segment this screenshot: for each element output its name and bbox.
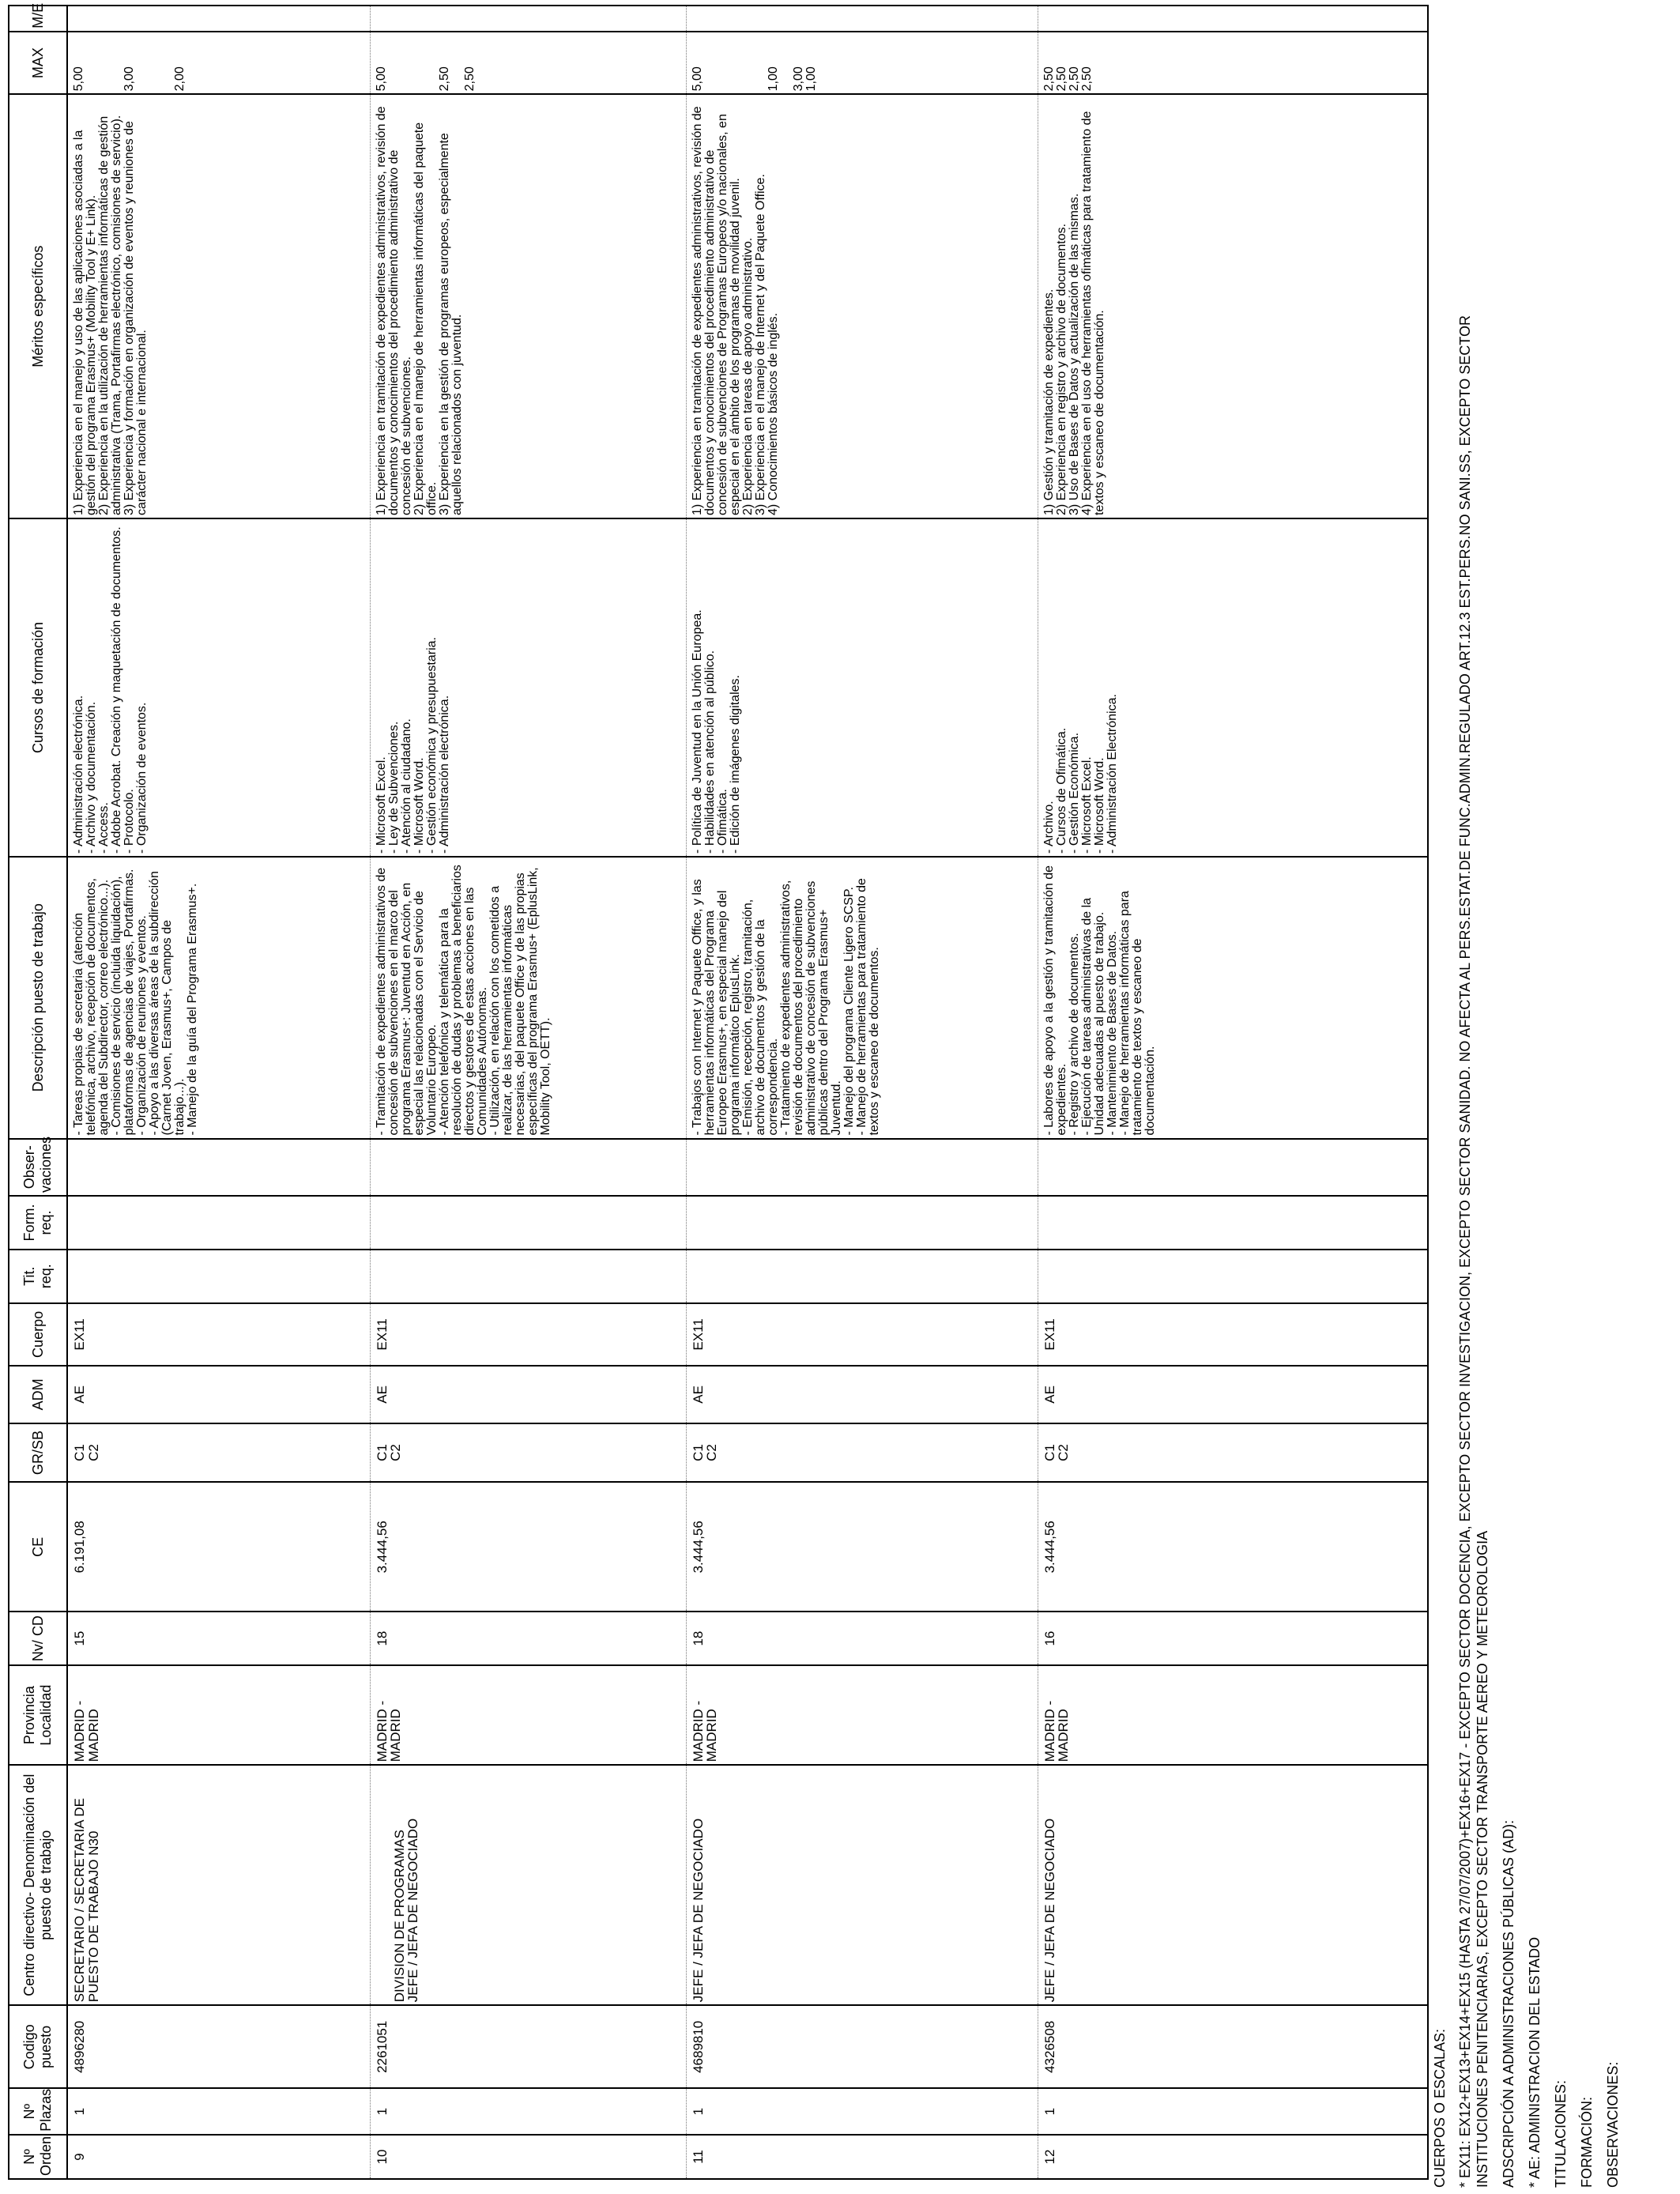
me-cell	[1038, 6, 1428, 32]
observaciones-cell	[686, 1139, 1038, 1196]
cuerpo-cell: EX11	[67, 1303, 370, 1367]
header-adm: ADM	[9, 1366, 67, 1423]
cursos-cell: - Política de Juventud en la Unión Europea. - Habilidades en atención al público. - Ofimática. - Edición de imágenes digitales.	[686, 518, 1038, 857]
max-cell: 5,00 3,00 2,00	[67, 32, 370, 95]
provincia-cell: MADRID - MADRID	[1038, 1665, 1428, 1765]
max-cell: 5,00 2,50 2,50	[370, 32, 686, 95]
titulacion-cell	[370, 1250, 686, 1303]
cuerpos-title: CUERPOS O ESCALAS:	[1432, 2028, 1448, 2188]
centro-text: SECRETARIO / SECRETARIA DE PUESTO DE TRABAJO N30	[72, 1798, 101, 2003]
cuerpos-line-1: * EX11: EX12+EX13+EX14+EX15 (HASTA 27/07/2007)+EX16+EX17 - EXCEPTO SECTOR DOCENCIA, EXCEPTO SECTOR INVESTIGACION, EXCEPTO SECTOR SANIDAD. NO AFECTA AL PERS.ESTAT.DE FUNC.ADMIN.REGULADO ART.12.3 EST.PERS.NO SANI.SS, EXCEPTO SECTOR	[1456, 315, 1473, 2188]
titulacion-cell	[1038, 1250, 1428, 1303]
header-provincia: Provincia Localidad	[9, 1665, 67, 1765]
ce-cell: 3.444,56	[686, 1482, 1038, 1612]
centro-cell	[1038, 1765, 1428, 2005]
header-max: MAX	[9, 32, 67, 95]
adscripcion-title: ADSCRIPCIÓN A ADMINISTRACIONES PÚBLICAS (AD):	[1500, 1819, 1516, 2188]
titulacion-cell	[67, 1250, 370, 1303]
grupo-cell: C1 C2	[686, 1423, 1038, 1483]
nivel-cell: 18	[686, 1612, 1038, 1665]
plazas-cell: 1	[1038, 2088, 1428, 2134]
cursos-cell: - Microsoft Excel. - Ley de Subvenciones. - Atención al ciudadano. - Microsoft Word. - Gestión económica y presupuestaria. - Administración electrónica.	[370, 518, 686, 857]
header-grupo: GR/SB	[9, 1423, 67, 1483]
meritos-cell: 1) Experiencia en tramitación de expedientes administrativos, revisión de documentos y conocimientos del procedimiento administrativo de concesión de subvenciones. 2) Experiencia en el manejo de herramientas informáticas del paquete office. 3) Experiencia en la gestión de programas europeos, especialmente aquellos relacionados con juventud.	[370, 94, 686, 518]
meritos-cell: 1) Experiencia en el manejo y uso de las aplicaciones asociadas a la gestión del programa Erasmus+ (Mobility Tool y E+ Link). 2) Experiencia en la utilización de herramientas informáticas de gestión administrativa (Trama, Portafirmas electrónico, comisiones de servicio). 3) Experiencia y formación en organización de eventos y reuniones de carácter nacional e internacional.	[67, 94, 370, 518]
nivel-cell: 16	[1038, 1612, 1428, 1665]
provincia-cell: MADRID - MADRID	[67, 1665, 370, 1765]
me-cell	[686, 6, 1038, 32]
nivel-cell: 18	[370, 1612, 686, 1665]
observaciones-cell	[1038, 1139, 1428, 1196]
centro-cell	[686, 1765, 1038, 2005]
titulaciones-label: TITULACIONES:	[1552, 2079, 1569, 2188]
adscripcion-value: * AE: ADMINISTRACION DEL ESTADO	[1526, 1936, 1543, 2188]
cuerpo-cell: EX11	[1038, 1303, 1428, 1367]
titulacion-cell	[686, 1250, 1038, 1303]
header-codigo: Codigo puesto	[9, 2005, 67, 2088]
header-meritos: Méritos específicos	[9, 94, 67, 518]
meritos-cell: 1) Experiencia en tramitación de expedientes administrativos, revisión de documentos y conocimientos del procedimiento administrativo de concesión de subvenciones de Programas Europeos y/o nacionales, en especial en el ámbito de los programas de movilidad juvenil. 2) Experiencia en tareas de apoyo administrativo. 3) Experiencia en el manejo de Internet y del Paquete Office. 4) Conocimientos básicos de inglés.	[686, 94, 1038, 518]
grupo-cell: C1 C2	[67, 1423, 370, 1483]
plazas-cell: 1	[67, 2088, 370, 2134]
cursos-cell: - Administración electrónica. - Archivo y documentación. - Access. - Adobe Acrobat. Creación y maquetación de documentos. - Protocolo. - Organización de eventos.	[67, 518, 370, 857]
cuerpos-line-2: INSTITUCIONES PENITENCIARIAS, EXCEPTO SECTOR TRANSPORTE AEREO Y METEOROLOGIA	[1474, 1530, 1490, 2188]
observaciones-cell	[370, 1139, 686, 1196]
meritos-cell: 1) Gestión y tramitación de expedientes. 2) Experiencia en registro y archivo de documentos. 3) Uso de Bases de Datos y actualización de las mismas. 4) Experiencia en el uso de herramientas ofimáticas para tratamiento de textos y escaneo de documentación.	[1038, 94, 1428, 518]
grupo-cell: C1 C2	[370, 1423, 686, 1483]
adm-cell: AE	[370, 1366, 686, 1423]
header-nivel: Nv/ CD	[9, 1612, 67, 1665]
formacion-label: FORMACIÓN:	[1578, 2097, 1595, 2188]
cuerpo-cell: EX11	[370, 1303, 686, 1367]
codigo-cell: 4689810	[686, 2005, 1038, 2088]
me-cell	[370, 6, 686, 32]
header-observaciones: Obser- vaciones	[9, 1139, 67, 1196]
header-ce: CE	[9, 1482, 67, 1612]
descripcion-cell: - Labores de apoyo a la gestión y tramitación de expedientes. - Registro y archivo de documentos. - Ejecución de tareas administrativas de la Unidad adecuadas al puesto de trabajo. - Mantenimiento de Bases de Datos. - Manejo de herramientas informáticas para tratamiento de textos y escaneo de documentación.	[1038, 857, 1428, 1139]
centro-text: JEFE / JEFA DE NEGOCIADO	[405, 1818, 421, 2003]
formacion-cell	[1038, 1196, 1428, 1250]
descripcion-cell: - Trabajos con Internet y Paquete Office, y las herramientas informáticas del Programa Europeo Erasmus+, en especial manejo del programa informático EplusLink. - Emisión, recepción, registro, tramitación, archivo de documentos y gestión de la correspondencia. - Tratamiento de expedientes administrativos, revisión de documentos del procedimiento administrativo de concesión de subvenciones públicas dentro del Programa Erasmus+ Juventud. - Manejo del programa Cliente Ligero SCSP. - Manejo de herramientas para tratamiento de textos y escaneo de documentos.	[686, 857, 1038, 1139]
plazas-cell: 1	[686, 2088, 1038, 2134]
footnotes	[1432, 6, 1631, 2188]
header-row	[9, 6, 67, 2179]
ce-cell: 6.191,08	[67, 1482, 370, 1612]
centro-text: JEFE / JEFA DE NEGOCIADO	[1042, 1818, 1057, 2003]
adm-cell: AE	[67, 1366, 370, 1423]
ce-cell: 3.444,56	[1038, 1482, 1428, 1612]
positions-table	[8, 2, 1429, 2180]
header-cuerpo: Cuerpo	[9, 1303, 67, 1367]
formacion-cell	[67, 1196, 370, 1250]
grupo-cell: C1 C2	[1038, 1423, 1428, 1483]
centro-text: JEFE / JEFA DE NEGOCIADO	[690, 1818, 706, 2003]
descripcion-cell: - Tramitación de expedientes administrativos de concesión de subvenciones en el marco del programa Erasmus+: Juventud en Acción, en especial las relacionadas con el Servicio de Voluntario Europeo. - Atención telefónica y telemática para la resolución de dudas y problemas a beneficiarios directos y gestores de estas acciones en las Comunidades Autónomas. - Utilización, en relación con los cometidos a realizar, de las herramientas informáticas necesarias, del paquete Office y de las propias específicas del programa Erasmus+ (EplusLink, Mobility Tool, OETT).	[370, 857, 686, 1139]
header-centro: Centro directivo- Denominación del puesto de trabajo	[9, 1765, 67, 2005]
codigo-cell: 2261051	[370, 2005, 686, 2088]
table-row	[686, 6, 1038, 2179]
table-row	[1038, 6, 1428, 2179]
max-cell: 5,00 1,00 3,00 1,00	[686, 32, 1038, 95]
formacion-cell	[686, 1196, 1038, 1250]
table-row	[370, 6, 686, 2179]
observaciones-cell	[67, 1139, 370, 1196]
centro-cell	[370, 1765, 686, 2005]
orden-cell: 12	[1038, 2135, 1428, 2179]
plazas-cell: 1	[370, 2088, 686, 2134]
formacion-cell	[370, 1196, 686, 1250]
centro-cell	[67, 1765, 370, 2005]
header-titulacion: Tit. req.	[9, 1250, 67, 1303]
orden-cell: 11	[686, 2135, 1038, 2179]
header-plazas: Nº Plazas	[9, 2088, 67, 2134]
cuerpo-cell: EX11	[686, 1303, 1038, 1367]
header-cursos: Cursos de formación	[9, 518, 67, 857]
descripcion-cell: - Tareas propias de secretaria (atención telefónica, archivo, recepción de documentos, agenda del Subdirector, correo electrónico...). - Comisiones de servicio (incluida liquidación), plataformas de agencias de viajes, Portafirmas. - Organización de reuniones y eventos. - Apoyo a las diversas áreas de la subdirección (Carnet Joven, Erasmus+, Campos de trabajo...). - Manejo de la guía del Programa Erasmus+.	[67, 857, 370, 1139]
codigo-cell: 4326508	[1038, 2005, 1428, 2088]
ce-cell: 3.444,56	[370, 1482, 686, 1612]
me-cell	[67, 6, 370, 32]
adm-cell: AE	[686, 1366, 1038, 1423]
orden-cell: 9	[67, 2135, 370, 2179]
observaciones-label: OBSERVACIONES:	[1604, 2061, 1621, 2188]
orden-cell: 10	[370, 2135, 686, 2179]
cursos-cell: - Archivo. - Cursos de Ofimática. - Gestión Económica. - Microsoft Excel. - Microsoft Word. - Administración Electrónica.	[1038, 518, 1428, 857]
provincia-cell: MADRID - MADRID	[686, 1665, 1038, 1765]
header-orden: Nº Orden	[9, 2135, 67, 2179]
provincia-cell: MADRID - MADRID	[370, 1665, 686, 1765]
nivel-cell: 15	[67, 1612, 370, 1665]
adm-cell: AE	[1038, 1366, 1428, 1423]
header-formacion: Form. req.	[9, 1196, 67, 1250]
division-label: DIVISION DE PROGRAMAS	[391, 1830, 407, 2003]
max-cell: 2,50 2,50 2,50 2,50	[1038, 32, 1428, 95]
table-row	[67, 6, 370, 2179]
header-descripcion: Descripción puesto de trabajo	[9, 857, 67, 1139]
header-me: M/E	[9, 6, 67, 32]
codigo-cell: 4896280	[67, 2005, 370, 2088]
